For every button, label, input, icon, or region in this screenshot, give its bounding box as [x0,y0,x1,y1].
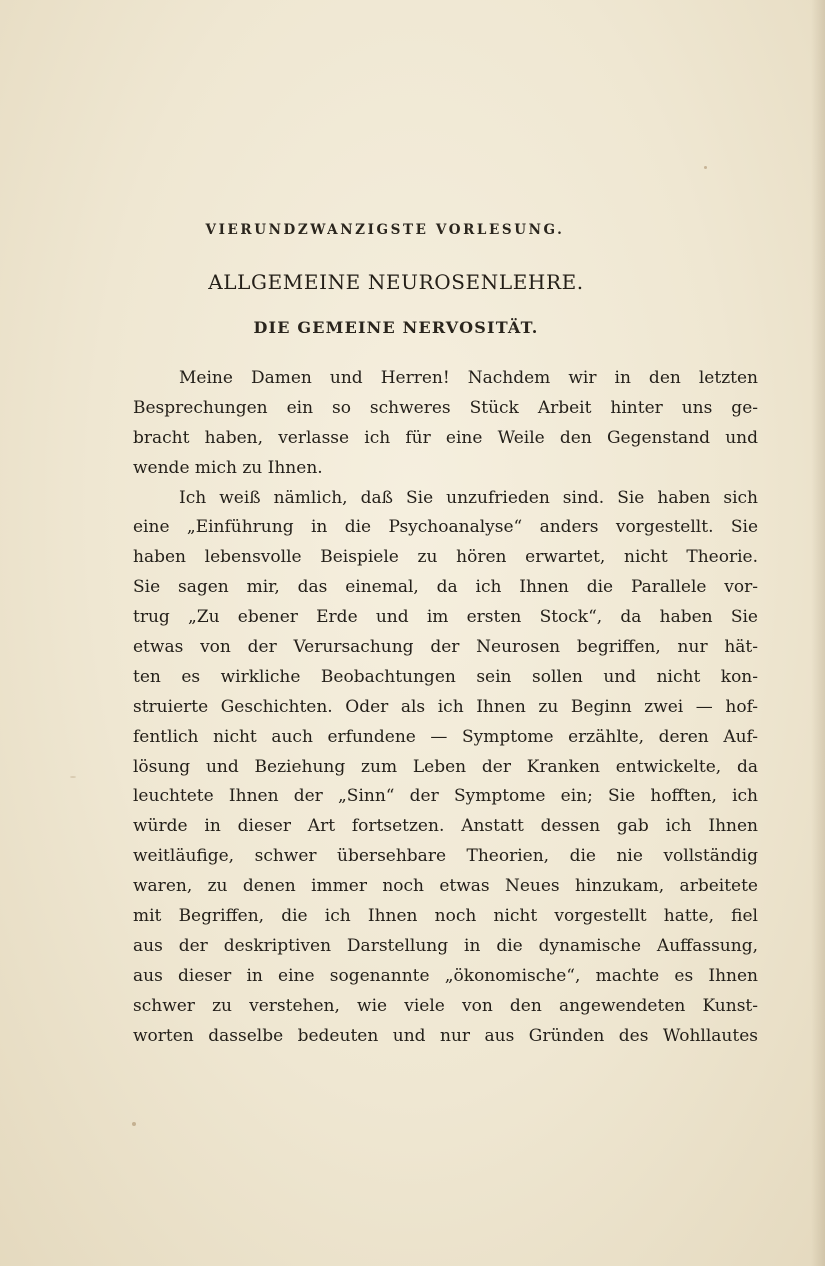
text-line: würde in dieser Art fortsetzen. Anstatt dessen gab ich Ihnen [133,816,758,837]
text-line: bracht haben, verlasse ich für eine Weile den Gegenstand und [133,427,758,448]
text-line: fentlich nicht auch erfundene — Symptome erzählte, deren Auf- [133,726,758,747]
text-line: struierte Geschichten. Oder als ich Ihnen zu Beginn zwei — hof- [133,696,758,717]
text-line: mit Begriffen, die ich Ihnen noch nicht vorgestellt hatte, fiel [133,906,758,927]
text-line: aus dieser in eine sogenannte „ökonomische“, machte es Ihnen [133,965,758,986]
text-line: etwas von der Verursachung der Neurosen begriffen, nur hät- [133,637,758,658]
text-line: worten dasselbe bedeuten und nur aus Gründen des Wohllautes [133,1025,758,1046]
text-line: lösung und Beziehung zum Leben der Kranken entwickelte, da [133,756,758,777]
text-line: Meine Damen und Herren! Nachdem wir in den letzten [179,368,758,388]
text-line: wende mich zu Ihnen. [133,457,323,478]
paper-speck [704,166,707,169]
text-line: trug „Zu ebener Erde und im ersten Stock“, da haben Sie [133,607,758,628]
section-title: DIE GEMEINE NERVOSITÄT. [253,318,539,337]
text-line: waren, zu denen immer noch etwas Neues hinzukam, arbeitete [133,876,758,897]
text-line: aus der deskriptiven Darstellung in die dynamische Auffassung, [133,935,758,956]
text-line: weitläufige, schwer übersehbare Theorien, die nie vollständig [133,846,758,867]
chapter-title: ALLGEMEINE NEUROSENLEHRE. [208,270,584,294]
text-line: eine „Einführung in die Psychoanalyse“ anders vorgestellt. Sie [133,517,758,538]
body-text [133,364,758,1051]
text-line: schwer zu verstehen, wie viele von den angewendeten Kunst- [133,995,758,1016]
text-line: Ich weiß nämlich, daß Sie unzufrieden sind. Sie haben sich [179,487,758,508]
paper-speck [132,1122,136,1126]
chapter-number: VIERUNDZWANZIGSTE VORLESUNG. [205,222,565,238]
text-line: Besprechungen ein so schweres Stück Arbeit hinter uns ge- [133,397,758,418]
page-edge-shadow [811,0,825,1266]
text-line: leuchtete Ihnen der „Sinn“ der Symptome ein; Sie hofften, ich [133,786,758,807]
paper-speck [70,776,76,778]
text-line: haben lebensvolle Beispiele zu hören erwartet, nicht Theorie. [133,547,758,568]
text-line: Sie sagen mir, das einemal, da ich Ihnen die Parallele vor- [133,577,758,598]
text-line: ten es wirkliche Beobachtungen sein sollen und nicht kon- [133,666,758,687]
